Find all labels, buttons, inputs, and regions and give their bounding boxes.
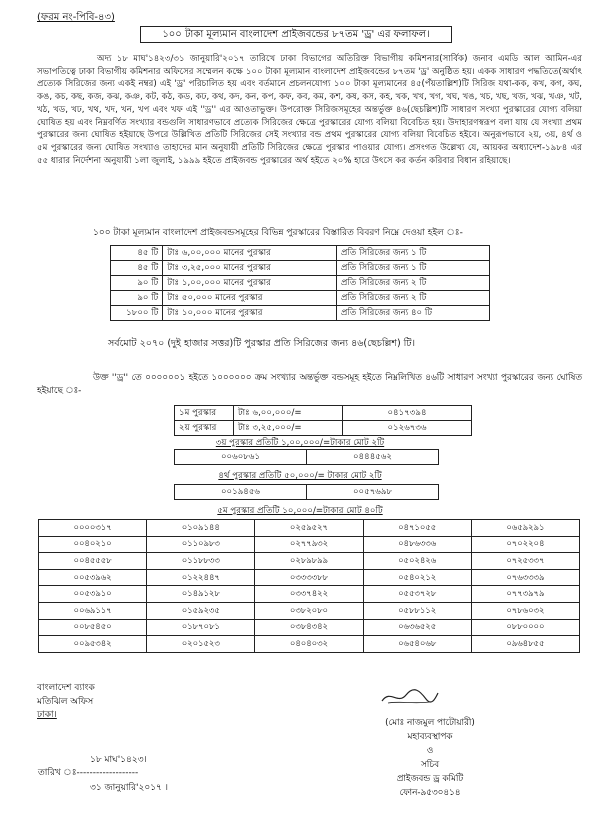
table-row	[39, 619, 580, 636]
winning-number: ০৪৪৪৫৬২	[307, 450, 439, 465]
winning-number: ০০৫৩৯৬২	[39, 569, 147, 586]
winning-number: ০৮৮০০০০	[471, 619, 579, 636]
winning-number: ০১৮৭০৮১	[147, 619, 255, 636]
prize-amount: টাঃ ৫০,০০০ মানের পুরস্কার	[163, 291, 337, 306]
winning-number: ০০৪০২১০	[39, 536, 147, 553]
fourth-prize-table	[174, 484, 439, 500]
winning-number: ০৭৭৩৯৭৯	[471, 586, 579, 603]
winning-number: ০১২২৪৪৭	[147, 569, 255, 586]
bank-line: ঢাকা।	[37, 710, 57, 720]
table-row	[175, 421, 472, 436]
winning-number: ০২৮৯৮৯৯	[255, 553, 363, 570]
first-second-prize-table	[174, 405, 472, 436]
table-row	[39, 586, 580, 603]
prize-per-series: প্রতি সিরিজের জন্য ১ টি	[336, 246, 489, 261]
winning-number: ০২৭৭৯৩২	[255, 536, 363, 553]
signer-line: মহাব্যবস্থাপক	[407, 732, 453, 742]
bank-address	[37, 682, 95, 723]
table-row	[39, 520, 580, 537]
prize-count: ১৮০০ টি	[111, 306, 163, 321]
prize-summary-table	[110, 245, 490, 321]
prize-count: ৪৫ টি	[111, 261, 163, 276]
winning-number: ০৫৪০২১২	[363, 569, 471, 586]
table-row	[39, 536, 580, 553]
winning-number: ০৬৫৯২৯১	[471, 520, 579, 537]
signer-line: (মোঃ নাজমুল পাটোয়ারী)	[385, 718, 475, 728]
total-prizes-line: সর্বমোট ২০৭০ (দুই হাজার সত্তর)টি পুরস্কার প্রতি সিরিজের জন্য ৪৬(ছেচল্লিশ) টি।	[108, 338, 415, 349]
prize-label: ২য় পুরস্কার	[175, 421, 234, 436]
winning-number: ০০৯৫৩৪২	[39, 636, 147, 653]
prize-per-series: প্রতি সিরিজের জন্য ২ টি	[336, 291, 489, 306]
table-row	[111, 306, 490, 321]
prize-amount: টাঃ ১০,০০০ মানের পুরস্কার	[163, 306, 337, 321]
table-row	[175, 406, 472, 421]
table-row	[39, 636, 580, 653]
prize-count: ৯০ টি	[111, 276, 163, 291]
table-row	[39, 569, 580, 586]
prize-label: ১ম পুরস্কার	[175, 406, 234, 421]
winning-number: ০৪৭১০৫৫	[363, 520, 471, 537]
winning-number: ০১১০৯৮৩	[147, 536, 255, 553]
date-line: তারিখ ঃ-------------------	[38, 768, 139, 778]
winning-number: ০৫৫৩৭২৮	[363, 586, 471, 603]
winning-number: ০৩৩৩৩৮৮	[255, 569, 363, 586]
document-title: ১০০ টাকা মূল্যমান বাংলাদেশ প্রাইজবন্ডের ৮৭তম 'ড্র' এর ফলাফল।	[140, 26, 452, 43]
table-row	[111, 276, 490, 291]
table-row	[111, 261, 490, 276]
numbers-intro: উক্ত ''ড্র'' তে ০০০০০০১ হইতে ১০০০০০০ ক্রম সংখ্যার অন্তর্ভুক্ত বন্ডসমূহ হইতে নিম্নলিখিত ৪৬টি সাধারণ সংখ্যা পুরস্কারের জন্য ঘোষিত হইয়াছে ঃ-	[37, 373, 582, 396]
winning-number: ০০৬৯১১৭	[39, 602, 147, 619]
prize-per-series: প্রতি সিরিজের জন্য ৪০ টি	[336, 306, 489, 321]
winning-number: ০৪০৪০৩২	[255, 636, 363, 653]
winning-number: ০০৪৫৫৫৮	[39, 553, 147, 570]
date-block	[38, 754, 168, 795]
signer-line: প্রাইজবন্ড ড্র কমিটি	[396, 774, 464, 784]
bank-line: মতিঝিল অফিস	[37, 696, 94, 707]
signature	[380, 685, 440, 707]
winning-number: ০০০০৩১৭	[39, 520, 147, 537]
intro-paragraph: অদ্য ১৮ মাঘ'১৪২৩/৩১ জানুয়ারি'২০১৭ তারিখে ঢাকা বিভাগের অতিরিক্ত বিভাগীয় কমিশনার(সার্বিক) জনাব এমডি আল আমিন-এর সভাপতিত্বে ঢাকা বিভাগীয় কমিশনার অফিসের সম্মেলন কক্ষে ১০০ টাকা মূল্যমান বাংলাদেশ প্রাইজবন্ডের ৮৭তম 'ড্র' অনুষ্ঠিত হয়। একক সাধারণ পদ্ধতিতে(অর্থাৎ প্রত্যেক সিরিজের জন্য একই নম্বর) এই 'ড্র' পরিচালিত হয় এবং বর্তমানে প্রচলনযোগ্য ১০০ টাকা মূল্যমানের ৪৫(পঁয়তাল্লিশ)টি সিরিজ যথা-কক, কখ, কগ, কঘ, কঙ, কচ, কছ, কজ, কঝ, কঞ, কট, কঠ, কড, কঢ, কথ, কদ, কন, কপ, কফ, কব, কম, কশ, কষ, কস, কহ, খক, খখ, খগ, খঘ, খঙ, খচ, খছ, খজ, খঝ, খঞ, খট, খঠ, খড, খঢ, খথ, খদ, খন, খপ এবং খফ এই ''ড্র'' এর আওতাভুক্ত। উপরোক্ত সিরিজসমূহের অন্তর্ভুক্ত ৪৬(ছেচল্লিশ)টি সাধারণ সংখ্যা পুরস্কারের যোগ্য বলিয়া ঘোষিত হয় এবং নিম্নবর্ণিত সংখ্যার বন্ডগুলি সাধারণভাবে প্রত্যেক সিরিজের ক্ষেত্রে পুরস্কারের যোগ্য বলিয়া বিবেচিত হয়। উদাহারণস্বরূপ বলা যায় যে সংখ্যা প্রথম পুরস্কারের জন্য ঘোষিত হইয়াছে উপরে উল্লিখিত প্রতিটি সিরিজের সেই সংখ্যার বন্ড প্রথম পুরস্কারের যোগ্য বলিয়া বিবেচিত হইবে। অনুরূপভাবে ২য়, ৩য়, ৪র্থ ও ৫ম পুরস্কারের জন্য ঘোষিত সংখ্যাও তাহাদের মান অনুযায়ী প্রতিটি সিরিজের ক্ষেত্রে পুরস্কার পাওয়ার যোগ্য। প্রসংগত উল্লেখ্য যে, আয়কর অধ্যাদেশ-১৯৮৪ এর ৫৫ ধারার নির্দেশনা অনুযায়ী ১লা জুলাই, ১৯৯৯ হইতে প্রাইজবন্ড পুরস্কারের অর্থ হইতে ২০% হারে উৎসে কর কর্তন করিবার বিধান রহিয়াছে।	[37, 54, 582, 166]
prize-amount: টাঃ ৩,২৫,০০০ মানের পুরস্কার	[163, 261, 337, 276]
winning-number: ০১২৬৭৩৬	[343, 421, 472, 436]
third-prize-table	[174, 449, 439, 465]
winning-number: ০১৫৯২৩৫	[147, 602, 255, 619]
signer-line: ও	[426, 746, 434, 756]
prize-per-series: প্রতি সিরিজের জন্য ১ টি	[336, 261, 489, 276]
table-intro: ১০০ টাকা মূল্যমান বাংলাদেশ প্রাইজবন্ডসমূহের বিভিন্ন পুরস্কারের বিস্তারিত বিবরণ নিম্নে দেওয়া হইল ঃ-	[93, 228, 463, 238]
winning-number: ০২০১৫২৩	[147, 636, 255, 653]
prize-amount: টাঃ ৬,০০,০০০/=	[234, 406, 343, 421]
table-row	[111, 246, 490, 261]
table-row	[39, 553, 580, 570]
form-number: (ফরম নং-পিবি-৪৩)	[37, 12, 115, 23]
prize-count: ৪৫ টি	[111, 246, 163, 261]
winning-number: ০১০৯১৪৪	[147, 520, 255, 537]
date-line: ১৮ মাঘ'১৪২৩।	[90, 755, 147, 765]
fifth-prize-table	[38, 519, 580, 653]
winning-number: ০৭০২২০৪	[471, 536, 579, 553]
fourth-prize-header: ৪র্থ পুরস্কার প্রতিটি ৫০,০০০/= টাকার মোট ২টি	[218, 471, 382, 481]
prize-amount: টাঃ ৬,০০,০০০ মানের পুরস্কার	[163, 246, 337, 261]
prize-count: ৯০ টি	[111, 291, 163, 306]
winning-number: ০৫০২৪২৬	[363, 553, 471, 570]
winning-number: ০১৪৯১২৮	[147, 586, 255, 603]
prize-per-series: প্রতি সিরিজের জন্য ২ টি	[336, 276, 489, 291]
winning-number: ০৩৮৪৩৪২	[255, 619, 363, 636]
winning-number: ০৭৬৩৩৩৯	[471, 569, 579, 586]
signer-line: ফোন-৯৫৩০৪১৪	[399, 788, 461, 798]
winning-number: ০৩৮২০৮০	[255, 602, 363, 619]
winning-number: ০০৬০৮৬১	[175, 450, 307, 465]
winning-number: ০১১৮৮৩৩	[147, 553, 255, 570]
prize-amount: টাঃ ৩,২৫,০০০/=	[234, 421, 343, 436]
winning-number: ০৫৮৮১১২	[363, 602, 471, 619]
winning-number: ০৬৫৪০৬৮	[363, 636, 471, 653]
winning-number: ০৪১৭৩৯৪	[343, 406, 472, 421]
table-row	[111, 291, 490, 306]
winning-number: ০০৫৭৬৯৮	[307, 485, 439, 500]
winning-number: ০২৫৯৫২৭	[255, 520, 363, 537]
third-prize-header: ৩য় পুরস্কার প্রতিটি ১,০০,০০০/=টাকার মোট ২টি	[215, 438, 385, 448]
winning-number: ০৪৮৬৩৩৬	[363, 536, 471, 553]
fifth-prize-header: ৫ম পুরস্কার প্রতিটি ১০,০০০/=টাকার মোট ৪০টি	[217, 506, 383, 516]
winning-number: ০৩৩৭৪২২	[255, 586, 363, 603]
signatory-block	[360, 716, 500, 800]
date-line: ৩১ জানুয়ারি'২০১৭ ।	[90, 783, 168, 793]
winning-number: ০৭৮৬০৩২	[471, 602, 579, 619]
winning-number: ০০১৯৪৫৬	[175, 485, 307, 500]
bank-line: বাংলাদেশ ব্যাংক	[37, 683, 95, 693]
winning-number: ০০৮৫৪৫০	[39, 619, 147, 636]
winning-number: ০৬৩৬৫২৫	[363, 619, 471, 636]
winning-number: ০৭২৫৩৩৭	[471, 553, 579, 570]
table-row	[39, 602, 580, 619]
winning-number: ০৯৬৪৮৫৫	[471, 636, 579, 653]
signer-line: সচিব	[421, 760, 439, 770]
winning-number: ০০৫৩৯১০	[39, 586, 147, 603]
prize-amount: টাঃ ১,০০,০০০ মানের পুরস্কার	[163, 276, 337, 291]
